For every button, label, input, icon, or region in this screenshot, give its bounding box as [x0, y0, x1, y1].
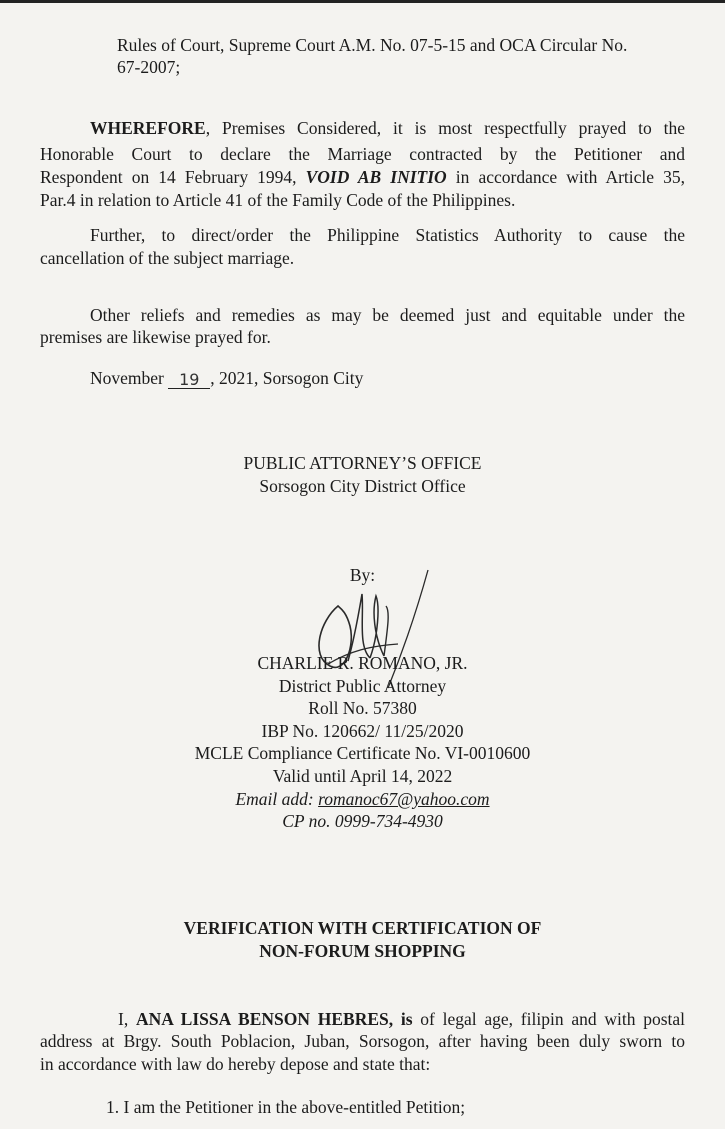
roll-number: Roll No. 57380: [308, 698, 417, 718]
email-link[interactable]: romanoc67@yahoo.com: [318, 789, 490, 809]
affiant-line-3: in accordance with law do hereby depose and state that:: [40, 1054, 431, 1074]
office-name: PUBLIC ATTORNEY’S OFFICE: [243, 453, 482, 473]
verification-heading-line-1: VERIFICATION WITH CERTIFICATION OF: [183, 918, 542, 938]
wherefore-line-1: WHEREFORE, Premises Considered, it is most respectfully prayed to the: [90, 118, 685, 138]
numbered-item-1: 1. I am the Petitioner in the above-entitled Petition;: [106, 1097, 466, 1117]
valid-until: Valid until April 14, 2022: [272, 766, 453, 786]
email-line: Email add: romanoc67@yahoo.com: [235, 789, 490, 809]
rules-line-1: Rules of Court, Supreme Court A.M. No. 07-5-15 and OCA Circular No.: [117, 35, 628, 55]
date-line: November 19 , 2021, Sorsogon City: [90, 368, 364, 389]
wherefore-line-2: Honorable Court to declare the Marriage contracted by the Petitioner and: [40, 144, 685, 164]
office-district: Sorsogon City District Office: [259, 476, 466, 496]
page-top-edge: [0, 0, 725, 3]
attorney-title: District Public Attorney: [278, 676, 447, 696]
cp-number: CP no. 0999-734-4930: [282, 811, 443, 831]
verification-heading-line-2: NON-FORUM SHOPPING: [259, 941, 466, 961]
wherefore-line-4: Par.4 in relation to Article 41 of the Family Code of the Philippines.: [40, 190, 516, 210]
date-day-handwritten: 19: [179, 370, 200, 389]
wherefore-line-3: Respondent on 14 February 1994, VOID AB INITIO in accordance with Article 35,: [40, 167, 685, 187]
other-reliefs-line-2: premises are likewise prayed for.: [40, 327, 271, 347]
other-reliefs-line-1: Other reliefs and remedies as may be deemed just and equitable under the: [90, 305, 685, 325]
further-line-2: cancellation of the subject marriage.: [40, 248, 295, 268]
by-label: By:: [349, 565, 376, 585]
affiant-line-1: I, ANA LISSA BENSON HEBRES, is of legal age, filipin and with postal: [118, 1009, 685, 1029]
date-day-blank: [168, 368, 210, 389]
further-line-1: Further, to direct/order the Philippine Statistics Authority to cause the: [90, 225, 685, 245]
mcle-certificate: MCLE Compliance Certificate No. VI-0010600: [194, 743, 531, 763]
ibp-number: IBP No. 120662/ 11/25/2020: [261, 721, 464, 741]
rules-line-2: 67-2007;: [117, 57, 181, 77]
attorney-name: CHARLIE R. ROMANO, JR.: [257, 653, 468, 673]
affiant-line-2: address at Brgy. South Poblacion, Juban, Sorsogon, after having been duly sworn to: [40, 1031, 685, 1051]
